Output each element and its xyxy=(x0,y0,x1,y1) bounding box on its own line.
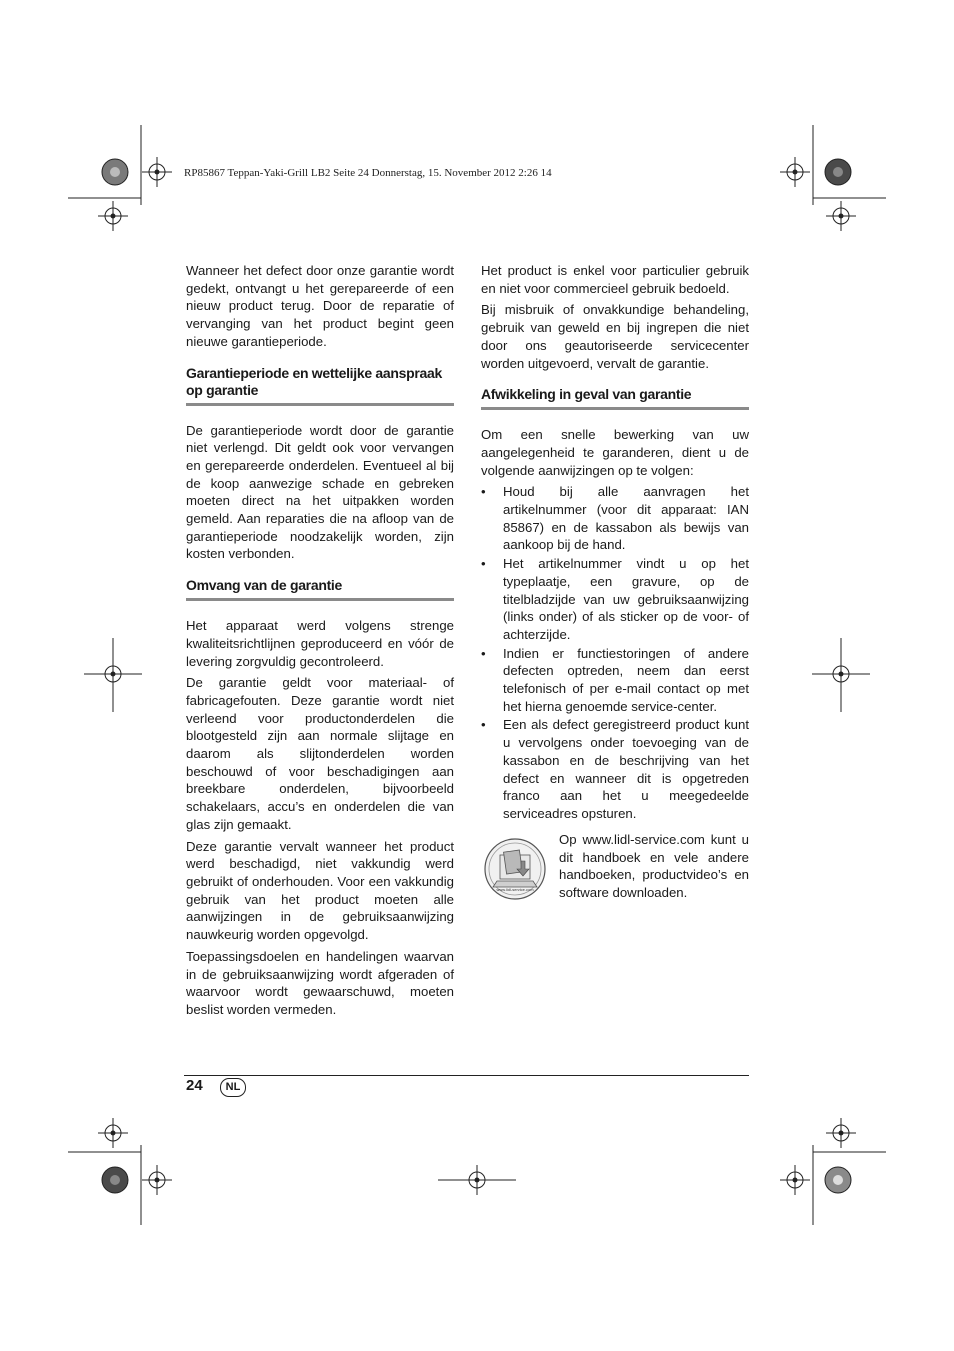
print-slug-line: RP85867 Teppan-Yaki-Grill LB2 Seite 24 Donnerstag, 15. November 2012 2:26 14 xyxy=(184,167,552,179)
right-column xyxy=(481,262,749,824)
section-heading-warranty-handling: Afwikkeling in geval van garantie xyxy=(481,386,749,410)
left-column xyxy=(186,262,454,1023)
list-item: • Indien er functiestoringen of andere defecten optreden, neem dan eerst telefonisch of per e-mail contact op met het hierna genoemde service-center. xyxy=(481,645,749,716)
download-manual-icon xyxy=(483,837,547,901)
misuse-paragraph: Bij misbruik of onvakkundige behandeling, gebruik van geweld en bij ingrepen die niet door ons geautoriseerde servicecenter worden uitgevoerd, vervalt de garantie. xyxy=(481,302,749,371)
footer-rule xyxy=(184,1075,749,1076)
scope-paragraph-3: Deze garantie vervalt wanneer het product werd beschadigd, niet vakkundig werd gebruikt of onderhouden. Voor een vakkundig gebruik van het product moeten alle aanwijzingen in de gebruiksaanwijzing nauwkeurig worden opgevolgd. xyxy=(186,838,454,943)
download-paragraph: Op www.lidl-service.com kunt u dit handboek en vele andere handboeken, productvideo’s en software downloaden. xyxy=(559,832,749,901)
language-badge: NL xyxy=(220,1078,246,1097)
private-use-paragraph: Het product is enkel voor particulier gebruik en niet voor commercieel gebruik bedoeld. xyxy=(481,263,749,296)
list-item: • Een als defect geregistreerd product kunt u vervolgens onder toevoeging van de kassabon en de beschrijving van het defect en wanneer dit is opgetreden franco aan het u meegedeelde serviceadres opsturen. xyxy=(481,716,749,822)
scope-paragraph-1: Het apparaat werd volgens strenge kwaliteitsrichtlijnen geproduceerd en vóór de levering zorgvuldig gecontroleerd. xyxy=(186,618,454,669)
list-item: • Houd bij alle aanvragen het artikelnummer (voor dit apparaat: IAN 85867) en de kassabon als bewijs van aankoop bij de hand. xyxy=(481,483,749,554)
section-heading-warranty-period: Garantieperiode en wettelijke aanspraak op garantie xyxy=(186,365,454,406)
list-item: • Het artikelnummer vindt u op het typeplaatje, een gravure, op de titelbladzijde van uw gebruiksaanwijzing (links onder) of als sticker op de voor- of achterzijde. xyxy=(481,555,749,644)
handling-intro-paragraph: Om een snelle bewerking van uw aangelegenheid te garanderen, dient u de volgende aanwijzingen op te volgen: xyxy=(481,427,749,478)
icon-caption: www.lidl-service.com xyxy=(496,887,534,892)
scope-paragraph-2: De garantie geldt voor materiaal- of fabricagefouten. Deze garantie wordt niet verleend voor productonderdelen die blootgesteld zijn aan normale slijtage en daarom als slijtonderdelen worden beschouwd of voor beschadigingen aan breekbare onderdelen, bijvoorbeeld schakelaars, accu’s en onderdelen die van glas zijn gemaakt. xyxy=(186,675,454,832)
intro-paragraph: Wanneer het defect door onze garantie wordt gedekt, ontvangt u het gerepareerde of een nieuw product terug. Door de reparatie of vervanging van het product begint geen nieuwe garantieperiode. xyxy=(186,263,454,349)
warranty-period-paragraph: De garantieperiode wordt door de garantie niet verlengd. Dit geldt ook voor vervangen en gerepareerde onderdelen. Eventueel al bij de koop aanwezige schade en gebreken moeten direct na het uitpakken worden gemeld. Aan reparaties die na afloop van de garantieperiode noodzakelijk worden, zijn kosten verbonden. xyxy=(186,422,454,562)
page-number: 24 xyxy=(186,1077,203,1094)
section-heading-warranty-scope: Omvang van de garantie xyxy=(186,577,454,601)
scope-paragraph-4: Toepassingsdoelen en handelingen waarvan in de gebruiksaanwijzing wordt afgeraden of waarvoor wordt gewaarschuwd, moeten beslist worden vermeden. xyxy=(186,948,454,1017)
handling-list xyxy=(481,483,749,822)
